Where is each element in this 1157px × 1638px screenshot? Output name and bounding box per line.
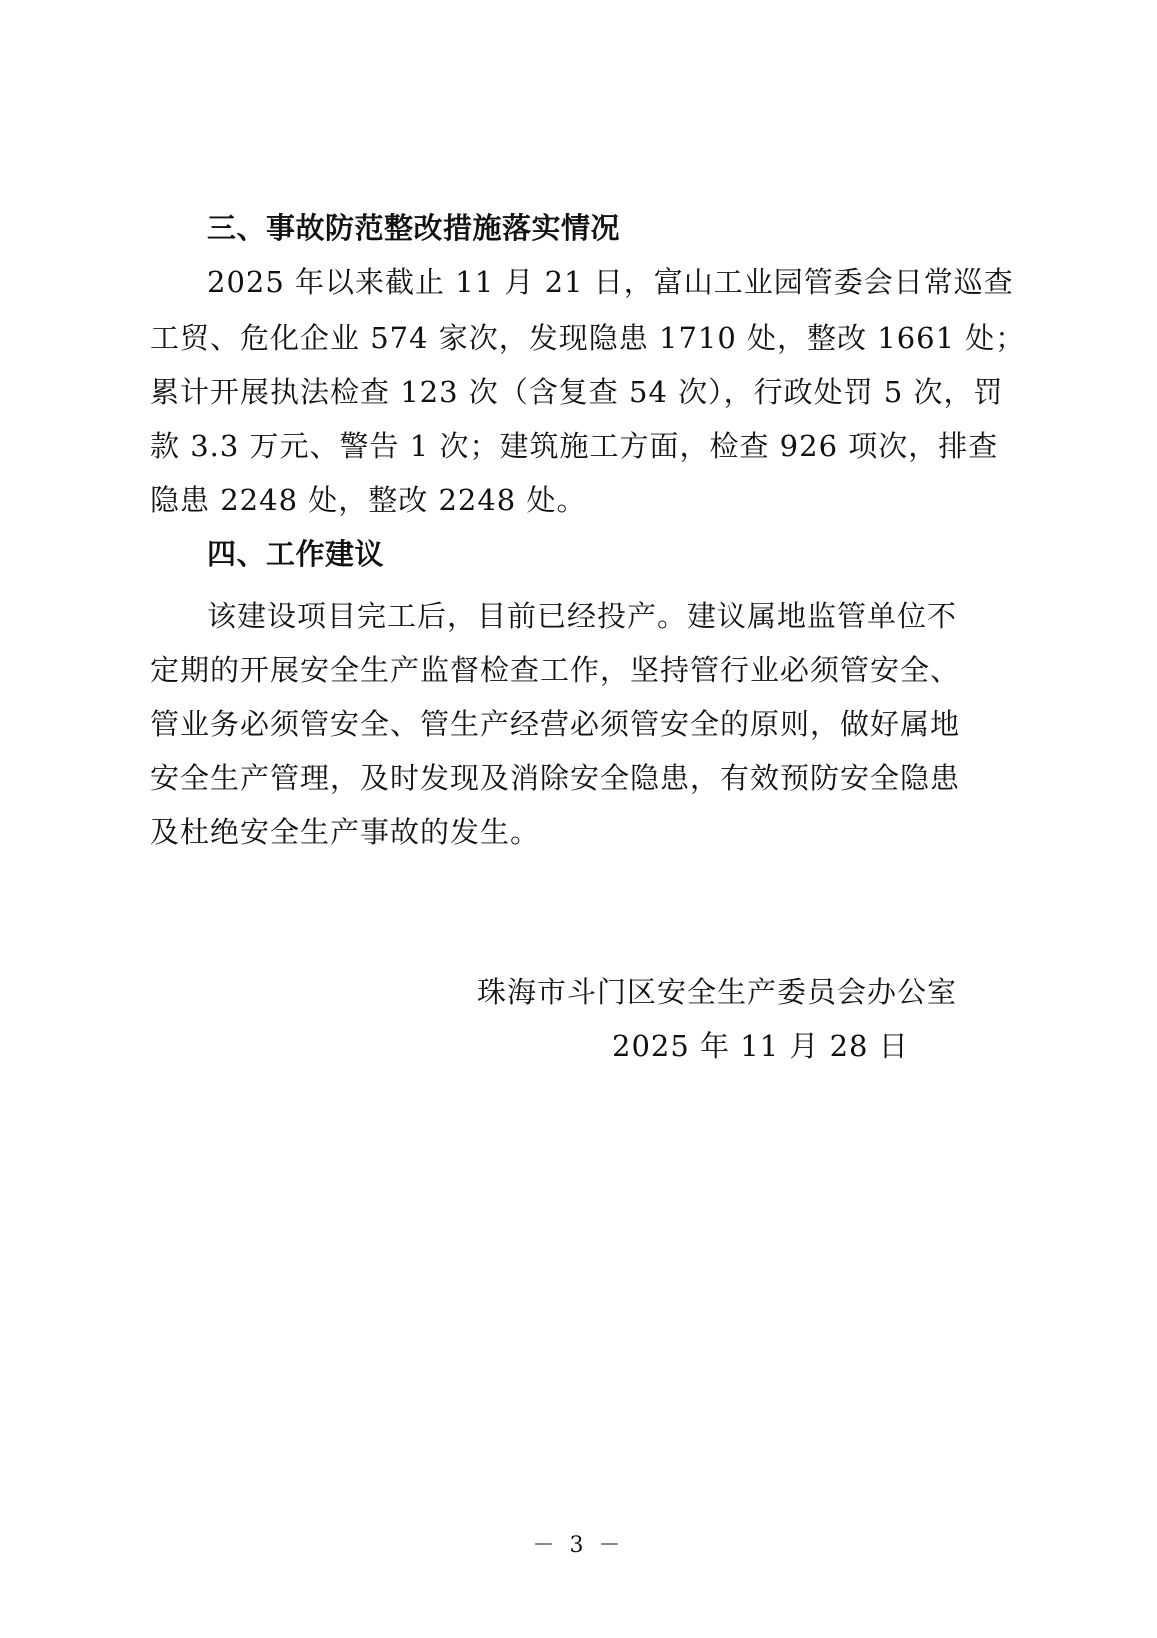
section-4-line-3: 管业务必须管安全、管生产经营必须管安全的原则，做好属地 (150, 707, 961, 741)
section-3-line-4: 款 3.3 万元、警告 1 次；建筑施工方面，检查 926 项次，排查 (150, 429, 999, 463)
section-3-line-2: 工贸、危化企业 574 家次，发现隐患 1710 处，整改 1661 处； (150, 321, 1026, 355)
section-3-heading: 三、事故防范整改措施落实情况 (207, 211, 621, 245)
section-3-line-1: 2025 年以来截止 11 月 21 日，富山工业园管委会日常巡查 (207, 265, 1014, 299)
section-4-line-1: 该建设项目完工后，目前已经投产。建议属地监管单位不 (207, 599, 958, 633)
section-3-line-5: 隐患 2248 处，整改 2248 处。 (150, 483, 587, 517)
signature-date: 2025 年 11 月 28 日 (612, 1029, 909, 1063)
section-4-line-4: 安全生产管理，及时发现及消除安全隐患，有效预防安全隐患 (150, 761, 961, 795)
page-number: － 3 － (532, 1533, 625, 1558)
section-4-line-5: 及杜绝安全生产事故的发生。 (150, 815, 541, 849)
section-4-heading: 四、工作建议 (207, 537, 385, 571)
signature-organization: 珠海市斗门区安全生产委员会办公室 (477, 975, 958, 1009)
section-3-line-3: 累计开展执法检查 123 次（含复查 54 次），行政处罚 5 次，罚 (150, 375, 1004, 409)
section-4-line-2: 定期的开展安全生产监督检查工作，坚持管行业必须管安全、 (150, 653, 961, 687)
